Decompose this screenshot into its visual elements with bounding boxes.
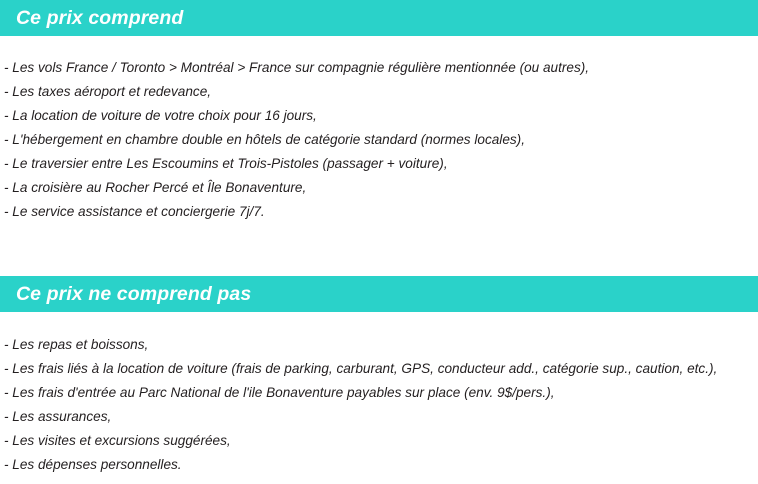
list-item: - Les taxes aéroport et redevance, xyxy=(4,84,212,99)
list-item: - Les visites et excursions suggérées, xyxy=(4,433,231,448)
list-item: - Les repas et boissons, xyxy=(4,337,149,352)
list-item: - Les assurances, xyxy=(4,409,112,424)
section-spacer xyxy=(0,224,758,276)
list-item: - Les vols France / Toronto > Montréal > France sur compagnie régulière mentionnée (ou autres), xyxy=(4,60,590,75)
list-item: - Les frais d'entrée au Parc National de l'ile Bonaventure payables sur place (env. 9$/pers.), xyxy=(4,385,555,400)
section-header-not-included: Ce prix ne comprend pas xyxy=(0,276,758,312)
list-item: - La croisière au Rocher Percé et Île Bonaventure, xyxy=(4,180,307,195)
list-item: - L'hébergement en chambre double en hôtels de catégorie standard (normes locales), xyxy=(4,132,525,147)
list-item: - La location de voiture de votre choix pour 16 jours, xyxy=(4,108,317,123)
list-item: - Le service assistance et conciergerie 7j/7. xyxy=(4,204,265,219)
section-header-included: Ce prix comprend xyxy=(0,0,758,36)
included-list xyxy=(0,56,758,224)
not-included-list xyxy=(0,333,758,477)
list-item: - Les frais liés à la location de voiture (frais de parking, carburant, GPS, conducteur add., catégorie sup., caution, etc.), xyxy=(4,361,718,376)
list-item: - Le traversier entre Les Escoumins et Trois-Pistoles (passager + voiture), xyxy=(4,156,448,171)
list-item: - Les dépenses personnelles. xyxy=(4,457,182,472)
